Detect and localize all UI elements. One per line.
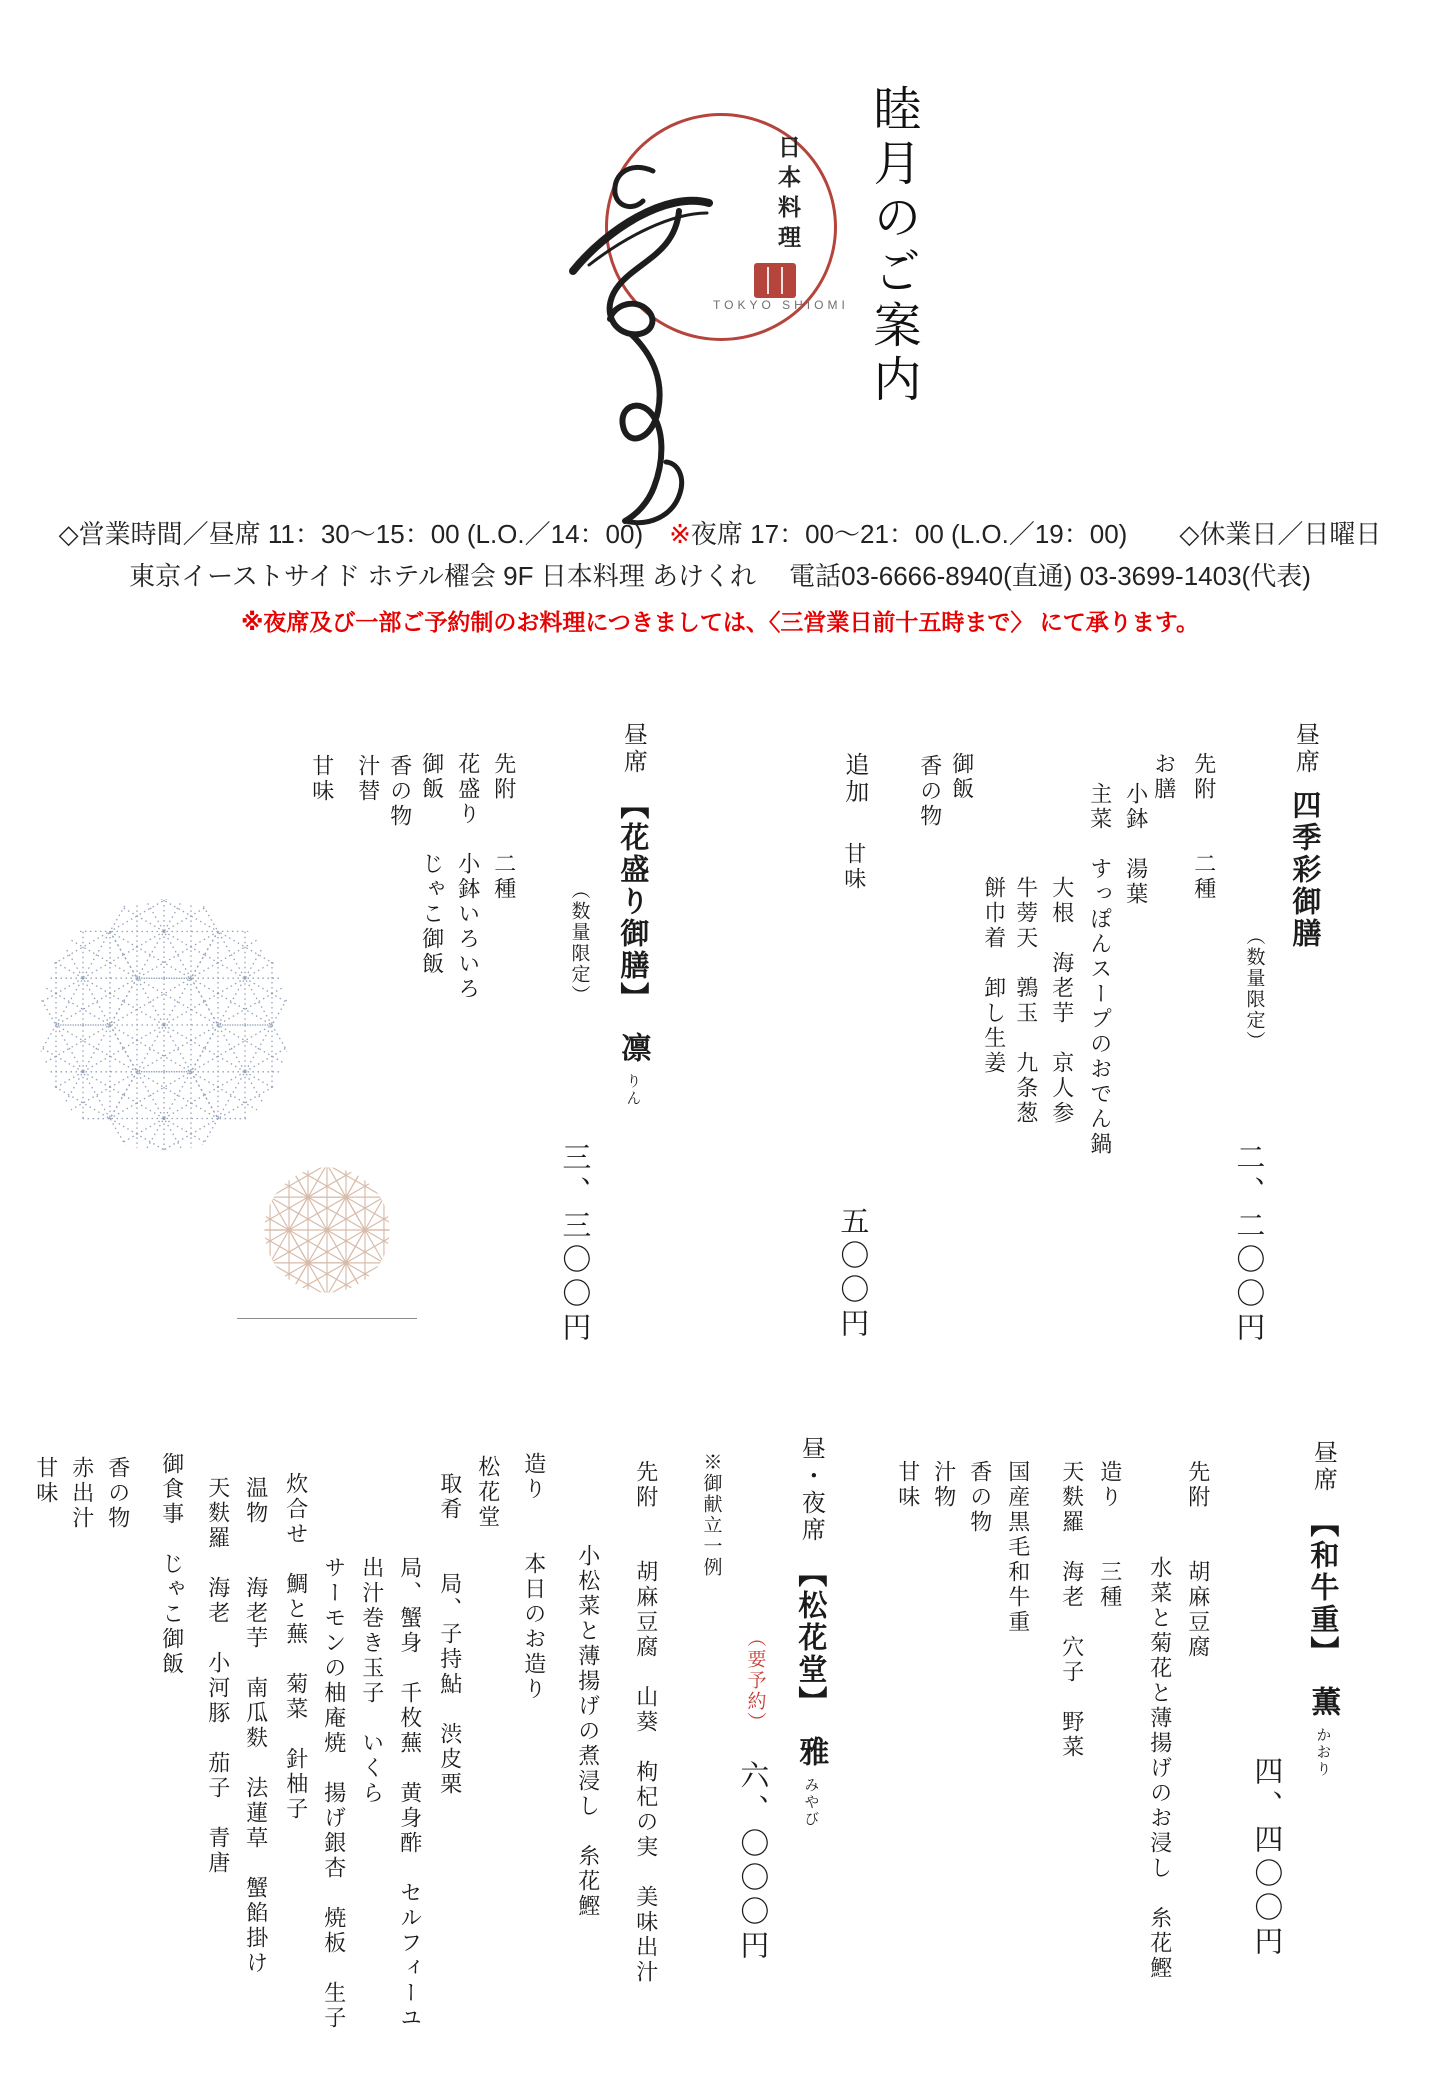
- menu-column: 香の物: [967, 1460, 993, 1535]
- menu-column: 天麩羅 海老 小河豚 茄子 青唐: [205, 1476, 231, 1876]
- menu-column: 御飯: [949, 752, 975, 802]
- menu-column: 汁物: [931, 1460, 957, 1510]
- menu-column: 造り 本日のお造り: [521, 1452, 547, 1702]
- course-name-ruby: かおり: [1314, 1727, 1331, 1778]
- limited-note: （数量限定）: [1243, 926, 1265, 1052]
- menu-column: 御食事 じゃこ御飯: [159, 1452, 185, 1677]
- menu-column: 天麩羅 海老 穴子 野菜: [1059, 1460, 1085, 1760]
- section-title: 【花盛り御膳】: [616, 790, 649, 1014]
- logo-seal-icon: [754, 263, 796, 298]
- hours-pre: ◇営業時間／昼席 11：30～15：00 (L.O.／14：00): [58, 519, 670, 549]
- business-hours-line: [0, 514, 1440, 551]
- menu-column: お膳: [1151, 752, 1177, 802]
- menu-column: 大根 海老芋 京人参: [1049, 876, 1075, 1126]
- section-title: 【和牛重】: [1306, 1508, 1339, 1668]
- menu-column: 主菜 すっぽんスープのおでん鍋: [1087, 782, 1113, 1157]
- menu-column: 甘味: [309, 754, 335, 804]
- menu-column: 甘味: [841, 842, 867, 892]
- menu-column: サーモンの柚庵焼 揚げ銀杏 焼板 生子: [321, 1556, 347, 2031]
- course-name-ruby: りん: [624, 1073, 641, 1107]
- limited-note: （数量限定）: [568, 880, 590, 1006]
- menu-column: 花盛り 小鉢いろいろ: [455, 752, 481, 1002]
- menu-column: 香の物: [387, 754, 413, 829]
- course-name: 雅: [794, 1736, 828, 1769]
- menu-column: 先附 二種: [1191, 752, 1217, 902]
- menu-column: 国産黒毛和牛重: [1005, 1460, 1031, 1635]
- reservation-required-note: （要予約）: [744, 1628, 766, 1733]
- menu-column: 炊合せ 鯛と蕪 菊菜 針柚子: [283, 1472, 309, 1822]
- pattern-underline: [237, 1318, 417, 1319]
- seat-label: 昼席: [1309, 1440, 1336, 1494]
- menu-column: 局、蟹身 千枚蕪 黄身酢 セルフィーユ: [397, 1556, 423, 2031]
- section-shokado-header: [794, 1436, 826, 1828]
- price-shokado: 六、〇〇〇円: [736, 1760, 769, 1964]
- logo-cuisine-label: 日本料理: [775, 135, 800, 255]
- asanoha-pattern-tan: [237, 1140, 417, 1320]
- menu-column: 取肴 局、子持鮎 渋皮栗: [437, 1472, 463, 1797]
- logo-calligraphy-icon: [567, 141, 742, 541]
- course-name: 凛: [616, 1032, 650, 1065]
- section-tsuika-header: 追加: [840, 752, 867, 806]
- restaurant-logo: [565, 95, 855, 540]
- menu-column: 甘味: [33, 1456, 59, 1506]
- seat-label: 昼席: [1291, 722, 1318, 776]
- price-shikisai: 二、二〇〇円: [1232, 1142, 1265, 1346]
- menu-column: 御飯 じゃこ御飯: [419, 752, 445, 977]
- menu-column: 温物 海老芋 南瓜麩 法蓮草 蟹餡掛け: [243, 1476, 269, 1976]
- menu-column: 甘味: [895, 1460, 921, 1510]
- asanoha-pattern-blue: [35, 896, 293, 1154]
- seat-label: 昼・夜席: [797, 1436, 824, 1544]
- menu-column: 餅巾着 卸し生姜: [981, 876, 1007, 1076]
- menu-column: 小松菜と薄揚げの煮浸し 糸花鰹: [575, 1544, 601, 1919]
- price-wagyu: 四、四〇〇円: [1250, 1756, 1283, 1960]
- price-hanamori: 三、三〇〇円: [558, 1142, 591, 1346]
- course-name: 薫: [1306, 1686, 1340, 1719]
- menu-column: 赤出汁: [69, 1456, 95, 1531]
- section-hanamori-header: [616, 722, 648, 1107]
- menu-column: 水菜と菊花と薄揚げのお浸し 糸花鰹: [1147, 1556, 1173, 1981]
- section-wagyu-header: [1306, 1440, 1338, 1778]
- price-tsuika: 五〇〇円: [836, 1206, 869, 1342]
- sample-menu-note: ※御献立一例: [700, 1452, 722, 1578]
- menu-column: 先附 胡麻豆腐: [1185, 1460, 1211, 1660]
- address-line: 東京イーストサイド ホテル櫂会 9F 日本料理 あけくれ 電話03-6666-8940(直通) 03-3699-1403(代表): [129, 561, 1311, 591]
- menu-column: 香の物: [917, 754, 943, 829]
- menu-column: 出汁巻き玉子 いくら: [359, 1556, 385, 1806]
- hours-post: 夜席 17：00～21：00 (L.O.／19：00) ◇休業日／日曜日: [690, 519, 1382, 549]
- reservation-note: ※夜席及び一部ご予約制のお料理につきましては、〈三営業日前十五時まで〉 にて承ります。: [241, 609, 1199, 635]
- page-title: 睦月のご案内: [866, 84, 919, 408]
- menu-column: 牛蒡天 鶉玉 九条葱: [1013, 876, 1039, 1126]
- red-asterisk-mark: ※: [669, 519, 691, 549]
- menu-column: 香の物: [105, 1456, 131, 1531]
- menu-column: 先附 胡麻豆腐 山葵 枸杞の実 美味出汁: [633, 1460, 659, 1985]
- menu-column: 汁替: [355, 754, 381, 804]
- section-title: 四季彩御膳: [1288, 790, 1321, 950]
- section-shikisai-header: [1288, 722, 1319, 950]
- course-name-ruby: みやび: [802, 1777, 819, 1828]
- menu-column: 小鉢 湯葉: [1123, 782, 1149, 907]
- seat-label: 昼席: [619, 722, 646, 776]
- logo-caption: TOKYO SHIOMI: [713, 298, 849, 312]
- menu-column: 先附 二種: [491, 752, 517, 902]
- section-title: 【松花堂】: [794, 1558, 827, 1718]
- menu-column: 松花堂: [475, 1455, 501, 1530]
- menu-column: 造り 三種: [1097, 1460, 1123, 1610]
